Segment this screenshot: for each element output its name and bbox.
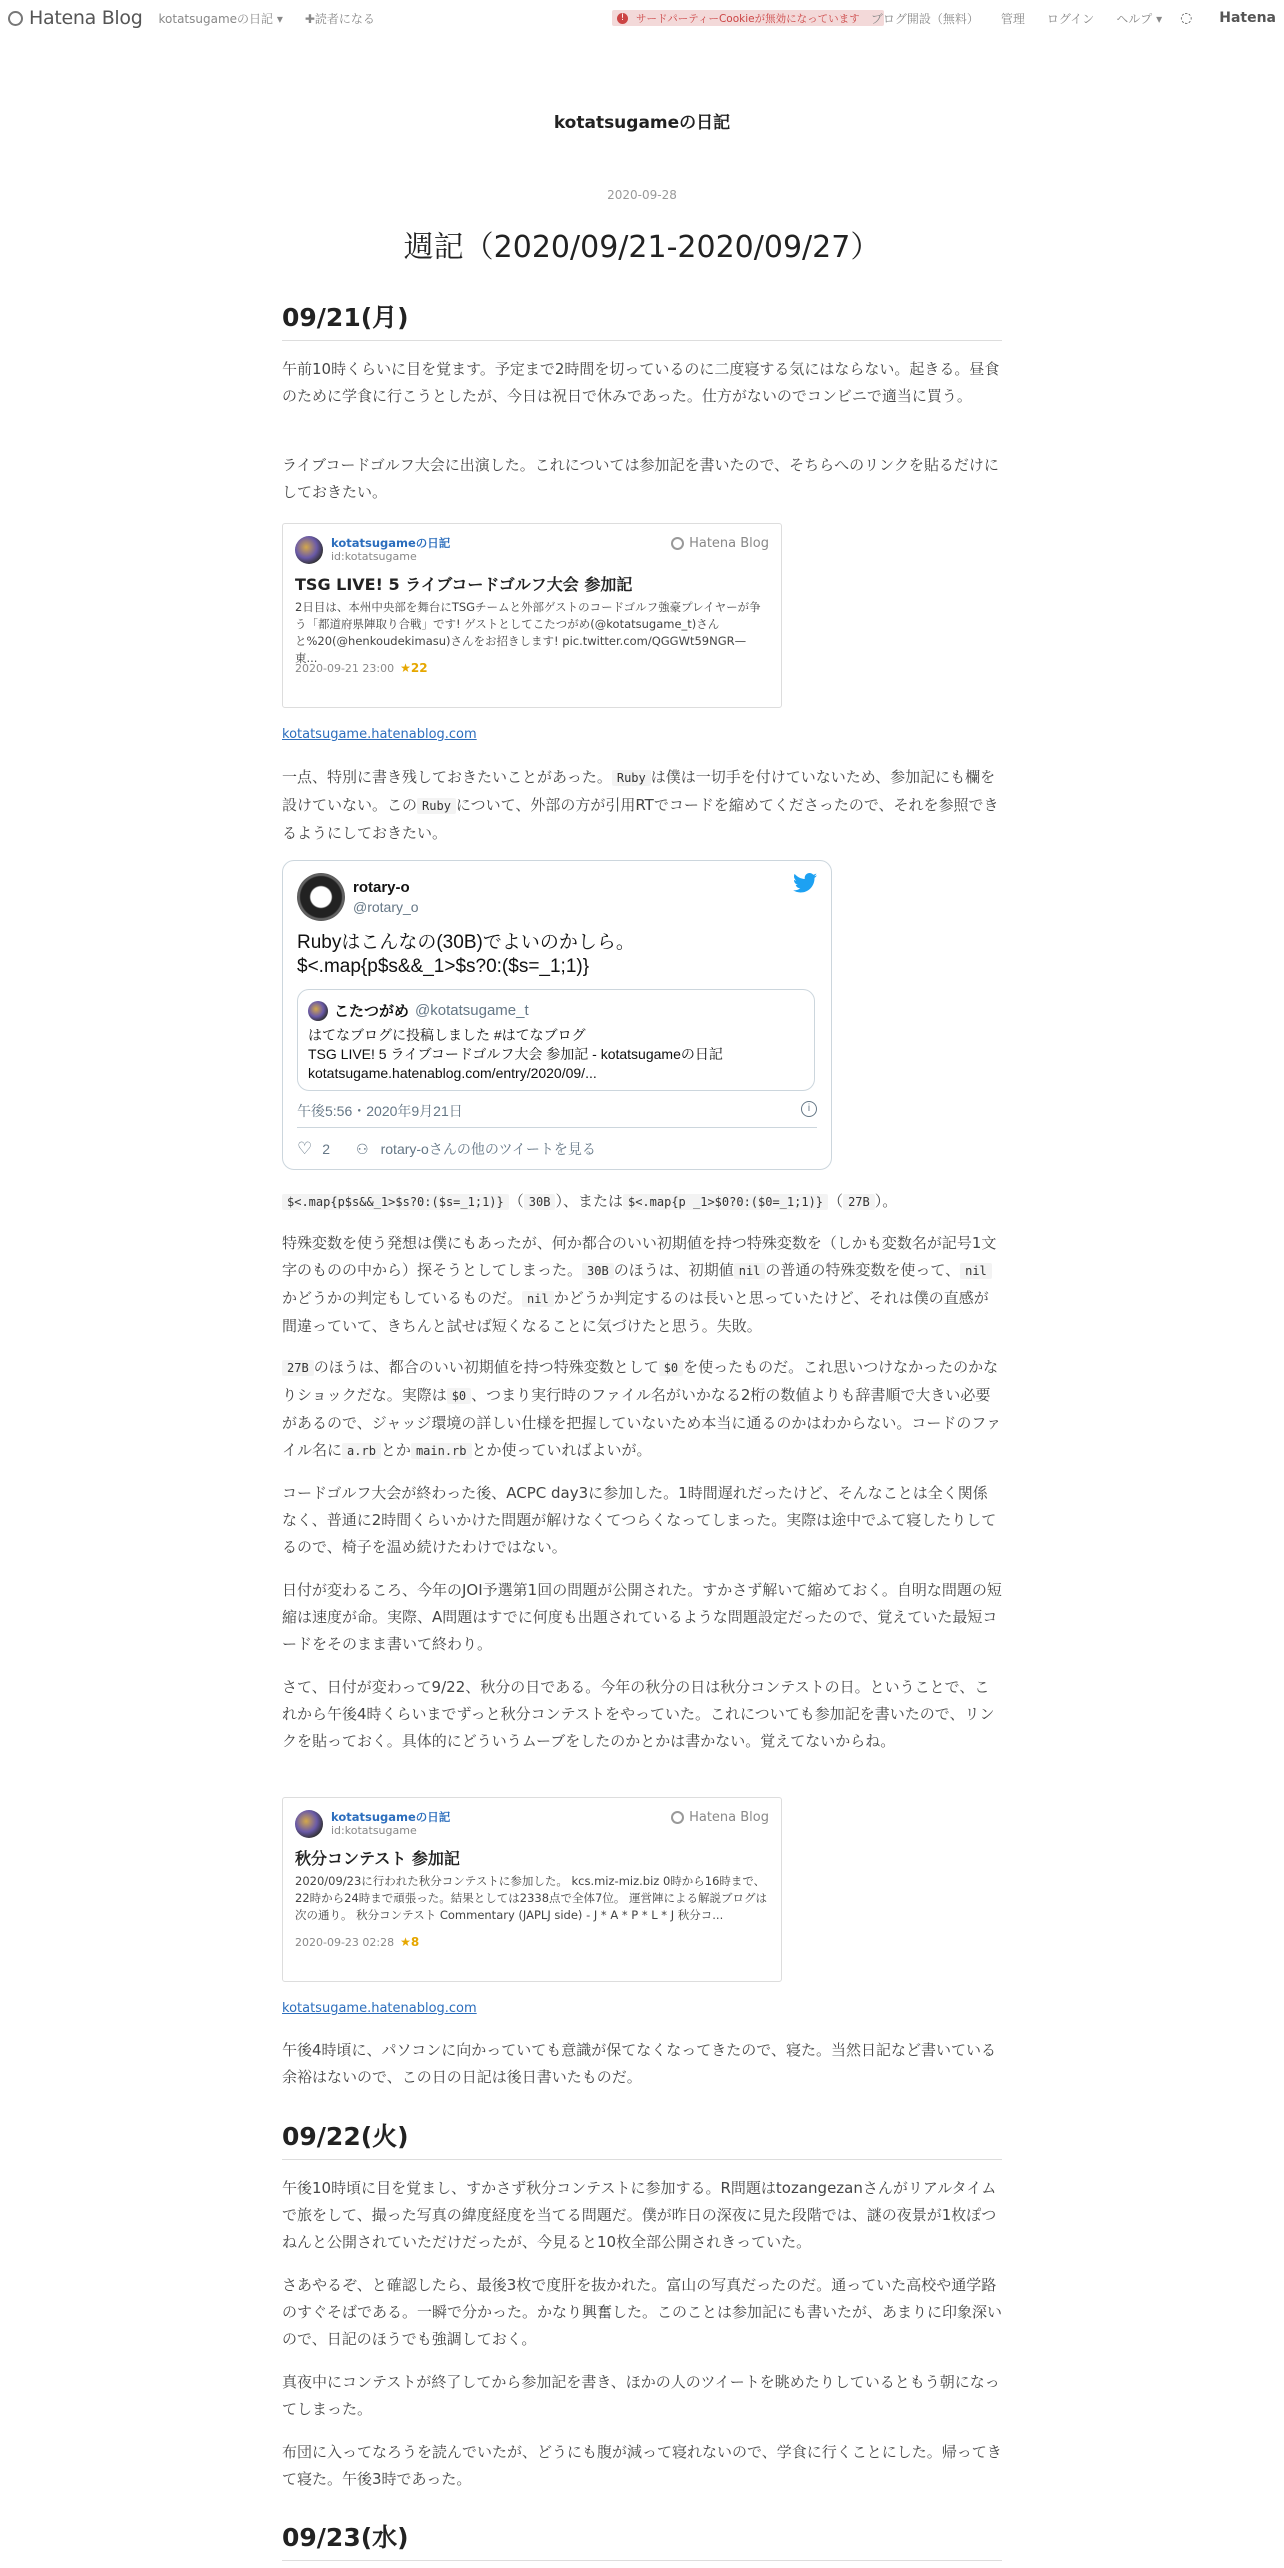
card-excerpt: 2日目は、本州中央部を舞台にTSGチームと外部ゲストのコードゴルフ強豪プレイヤーが争う「都道府県陣取り合戦」です! ゲストとしてこたつがめ(@kotatsugame_t)さんと%20(@henkoudekimasu)さんをお招きします! pic.twitter.com/QGGWt59NGR— 東...: [295, 600, 761, 665]
text: （: [828, 1192, 844, 1210]
paragraph: ライブコードゴルフ大会に出演した。これについては参加記を書いたので、そちらへのリンクを貼るだけにしておきたい。: [282, 456, 999, 501]
card-title[interactable]: 秋分コンテスト 参加記: [295, 1849, 460, 1868]
twitter-bird-icon[interactable]: [793, 873, 817, 893]
help-menu[interactable]: ヘルプ ▾: [1116, 11, 1163, 26]
card-brand-text: Hatena Blog: [689, 536, 769, 551]
card-footer: [295, 661, 769, 675]
text: ）。: [874, 1192, 898, 1210]
text: かどうか判定するのは長いと思っていたけど、それは僕の直感が間違っていて、きちんと試せば短くなることに気づけたと思う。失敗。: [282, 1289, 989, 1335]
inline-code: main.rb: [411, 1443, 472, 1459]
section-heading-0921: 09/21(月): [282, 298, 1002, 341]
subscribe-button[interactable]: ✚読者になる: [304, 11, 375, 26]
blog-embed-card[interactable]: [282, 523, 782, 708]
inline-code: 27B: [843, 1194, 875, 1210]
inline-code: $0: [447, 1388, 471, 1404]
inline-code: Ruby: [417, 798, 456, 814]
tweet-line: $<.map{p$s&&_1>$s?0:($s=_1;1)}: [297, 956, 590, 977]
inline-code: $<.map{p$s&&_1>$s?0:($s=_1;1)}: [282, 1194, 509, 1210]
paragraph: [282, 1188, 1002, 1216]
text: とか: [380, 1441, 411, 1459]
warning-icon: !: [617, 13, 628, 24]
blog-menu[interactable]: kotatsugameの日記 ▾: [158, 11, 283, 26]
login-link[interactable]: ログイン: [1046, 11, 1095, 26]
tweet-line: Rubyはこんなの(30B)でよいのかしら。: [297, 932, 635, 953]
text: の普通の特殊変数を使って、: [765, 1261, 961, 1279]
inline-code: $<.map{p _1>$0?0:($0=_1;1)}: [623, 1194, 828, 1210]
inline-code: 30B: [524, 1194, 556, 1210]
create-blog-link[interactable]: ブログ開設（無料）: [870, 11, 979, 26]
hatena-brand-link[interactable]: ◌ Hatena: [1180, 10, 1276, 26]
text: のほうは、初期値: [613, 1261, 734, 1279]
logo-text: Hatena Blog: [29, 7, 143, 29]
hatena-ring-icon: [671, 1811, 684, 1824]
text: かどうかの判定もしているものだ。: [282, 1289, 523, 1307]
inline-code: $0: [659, 1360, 683, 1376]
inline-code: 27B: [282, 1360, 314, 1376]
card-user-id: id:kotatsugame: [331, 550, 417, 563]
embedded-tweet[interactable]: [282, 860, 832, 1170]
tweet-author-name[interactable]: rotary-o: [353, 879, 410, 896]
paragraph: さあやるぞ、と確認したら、最後3枚で度肝を抜かれた。富山の写真だったのだ。通っていた高校や通学路のすぐそばである。一瞬で分かった。かなり興奮した。このことは参加記にも書いたが、あまりに印象深いので、日記のほうでも強調しておく。: [282, 2276, 1003, 2348]
card-brand-text: Hatena Blog: [689, 1810, 769, 1825]
paragraph: [282, 1354, 1002, 1465]
card-blog-name[interactable]: kotatsugameの日記: [331, 1810, 451, 1824]
tweet-footer: [297, 1139, 596, 1159]
paragraph: 日付が変わるころ、今年のJOI予選第1回の問題が公開された。すかさず解いて縮めておく。自明な問題の短縮は速度が命。実際、A問題はすでに何度も出題されているような問題設定だったので、覚えていた最短コードをそのまま書いて終わり。: [282, 1581, 1002, 1653]
section-heading-0922: 09/22(火): [282, 2117, 1002, 2160]
text: 、つまり実行時のファイル名がいかなる2桁の数値よりも辞書順で大きい必要があるので、ジャッジ環境の詳しい仕様を把握していないため本当に通るのかはわからない。コードのファイル名に: [282, 1386, 1002, 1459]
tweet-avatar[interactable]: [297, 873, 345, 921]
cookie-notice-text: サードパーティーCookieが無効になっています: [636, 12, 860, 25]
source-link[interactable]: kotatsugame.hatenablog.com: [282, 2001, 477, 2016]
hatena-ring-icon: [8, 11, 23, 26]
paragraph: コードゴルフ大会が終わった後、ACPC day3に参加した。1時間遅れだったけど、そんなことは全く関係なく、普通に2時間くらいかけた問題が解けなくてつらくなってしまった。実際は途中でふて寝したりしてるので、椅子を温め続けたわけではない。: [282, 1484, 997, 1556]
inline-code: Ruby: [612, 770, 651, 786]
cookie-notice[interactable]: [612, 10, 884, 26]
text: 特殊変数を使う発想は僕にもあったが、何か都合のいい初期値を持つ特殊変数を（しかも変数名が記号1文字のものの中から）探そうとしてしまった。: [282, 1234, 997, 1279]
card-date: 2020-09-21 23:00: [295, 661, 395, 675]
like-count[interactable]: 2: [322, 1141, 331, 1157]
more-tweets-link[interactable]: rotary-oさんの他のツイートを見る: [380, 1141, 596, 1157]
paragraph: [282, 764, 1002, 847]
paragraph: 午前10時くらいに目を覚ます。予定まで2時間を切っているのに二度寝する気にはならない。起きる。昼食のために学食に行こうとしたが、今日は祝日で休みであった。仕方がないのでコンビニで適当に買う。: [282, 360, 1000, 405]
divider: [297, 1127, 817, 1128]
card-date: 2020-09-23 02:28: [295, 1935, 395, 1949]
inline-code: nil: [522, 1291, 554, 1307]
blog-title[interactable]: kotatsugameの日記: [553, 113, 731, 133]
text: は僕は一切手を付けていないため、参加記にも欄を設けていない。この: [282, 768, 996, 814]
source-link[interactable]: kotatsugame.hatenablog.com: [282, 727, 477, 742]
quoted-line: はてなブログに投稿しました #はてなブログ: [308, 1027, 586, 1043]
header-links: [849, 0, 1276, 36]
star-count[interactable]: ★8: [400, 1935, 420, 1949]
card-user-id: id:kotatsugame: [331, 1824, 417, 1837]
tweet-text: [297, 931, 635, 979]
card-footer: [295, 1935, 769, 1949]
paragraph: 午後4時頃に、パソコンに向かっていても意識が保てなくなってきたので、寝た。当然日記など書いている余裕はないので、この日の日記は後日書いたものだ。: [282, 2041, 996, 2086]
card-blog-name[interactable]: kotatsugameの日記: [331, 536, 451, 550]
entry-title[interactable]: 週記（2020/09/21-2020/09/27）: [403, 230, 881, 265]
quoted-author-handle: @kotatsugame_t: [415, 1002, 529, 1019]
card-title[interactable]: TSG LIVE! 5 ライブコードゴルフ大会 参加記: [295, 575, 633, 594]
quoted-tweet-header: [308, 1000, 529, 1021]
hatena-blog-mark: [671, 1810, 769, 1825]
tweet-author-handle[interactable]: @rotary_o: [353, 899, 419, 915]
text: を使ったものだ。これ思いつけなかったのかなりショックだな。実際は: [282, 1358, 999, 1404]
hatena-blog-mark: [671, 536, 769, 551]
heart-icon[interactable]: ♡: [297, 1139, 313, 1158]
hatena-blog-logo[interactable]: [8, 7, 143, 29]
person-icon: ⚇: [356, 1140, 369, 1157]
star-count[interactable]: ★22: [400, 661, 428, 675]
text: について、外部の方が引用RTでコードを縮めてくださったので、それを参照できるようにしておきたい。: [282, 796, 999, 842]
paragraph: [282, 1230, 1002, 1340]
inline-code: a.rb: [342, 1443, 381, 1459]
quoted-text: [308, 1026, 723, 1083]
paragraph: 午後10時頃に目を覚まし、すかさず秋分コンテストに参加する。R問題はtozangezanさんがリアルタイムで旅をして、撮った写真の緯度経度を当てる問題だ。僕が昨日の深夜に見た段階では、謎の夜景が1枚ぽつねんと公開されていただけだったが、今見ると10枚全部公開されきっていた。: [282, 2179, 997, 2251]
paragraph: さて、日付が変わって9/22、秋分の日である。今年の秋分の日は秋分コンテストの日。ということで、これから午後4時くらいまでずっと秋分コンテストをやっていた。これについても参加記を書いたので、リンクを貼っておく。具体的にどういうムーブをしたのかとかは書かない。覚えてないからね。: [282, 1678, 995, 1750]
info-icon[interactable]: i: [801, 1101, 817, 1117]
inline-code: nil: [960, 1263, 992, 1279]
hatena-ring-icon: [671, 537, 684, 550]
avatar: [295, 536, 323, 564]
paragraph: 真夜中にコンテストが終了してから参加記を書き、ほかの人のツイートを眺めたりしているともう朝になってしまった。: [282, 2373, 1000, 2418]
blog-embed-card[interactable]: [282, 1797, 782, 1982]
hatena-brand-text: Hatena: [1219, 10, 1276, 26]
quoted-tweet[interactable]: [297, 989, 815, 1091]
admin-link[interactable]: 管理: [1000, 11, 1025, 26]
avatar: [295, 1810, 323, 1838]
quoted-avatar: [308, 1001, 328, 1021]
entry-date[interactable]: 2020-09-28: [607, 188, 677, 202]
quoted-line: TSG LIVE! 5 ライブコードゴルフ大会 参加記 - kotatsugameの日記: [308, 1046, 723, 1062]
text: とか使っていればよいが。: [471, 1441, 652, 1459]
inline-code: nil: [734, 1263, 766, 1279]
text: 一点、特別に書き残しておきたいことがあった。: [282, 768, 612, 786]
paragraph: 布団に入ってなろうを読んでいたが、どうにも腹が減って寝れないので、学食に行くことにした。帰ってきて寝た。午後3時であった。: [282, 2443, 1002, 2488]
text: （: [508, 1192, 524, 1210]
text: ）、または: [555, 1192, 623, 1210]
inline-code: 30B: [582, 1263, 614, 1279]
text: のほうは、都合のいい初期値を持つ特殊変数として: [313, 1358, 659, 1376]
tweet-timestamp[interactable]: 午後5:56・2020年9月21日: [297, 1103, 463, 1119]
section-heading-0923: 09/23(水): [282, 2518, 1002, 2561]
card-excerpt: 2020/09/23に行われた秋分コンテストに参加した。 kcs.miz-miz.biz 0時から16時まで、22時から24時まで頑張った。結果としては2338点で全体7位。 運営陣による解説ブログは次の通り。 秋分コンテスト Commentary (JAPLJ side) - J * A * P * L * J 秋分コ...: [295, 1874, 768, 1922]
quoted-line: kotatsugame.hatenablog.com/entry/2020/09/...: [308, 1065, 597, 1081]
quoted-author-name: こたつがめ: [334, 1003, 410, 1020]
